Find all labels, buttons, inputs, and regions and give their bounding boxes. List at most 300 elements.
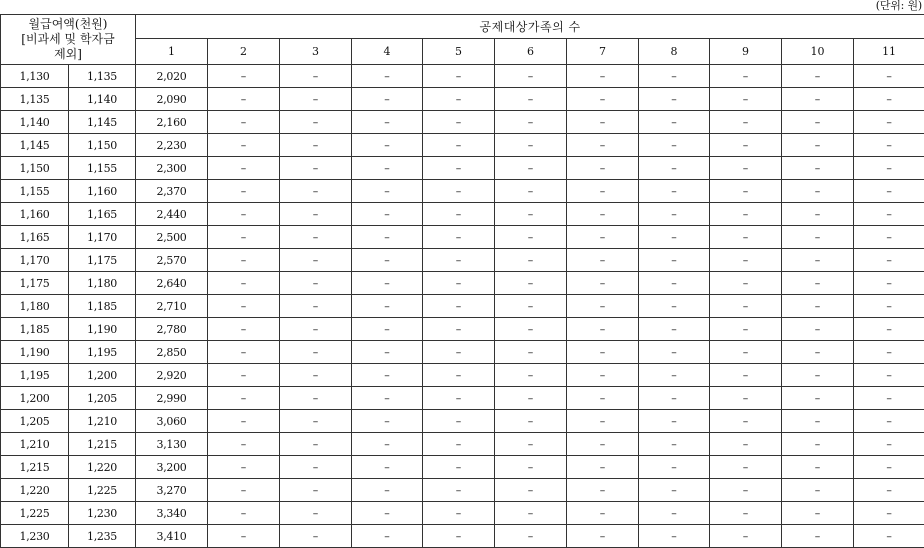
table-row xyxy=(1,272,924,295)
family-count-header: 공제대상가족의 수 xyxy=(136,15,924,39)
tax-amount-cell: 2,710 xyxy=(136,295,208,318)
tax-amount-cell: – xyxy=(280,226,352,249)
tax-amount-cell: 3,200 xyxy=(136,456,208,479)
tax-amount-cell: – xyxy=(208,180,280,203)
tax-amount-cell: – xyxy=(423,295,495,318)
tax-amount-cell: – xyxy=(782,272,854,295)
tax-amount-cell: – xyxy=(854,88,924,111)
tax-amount-cell: – xyxy=(280,318,352,341)
tax-amount-cell: – xyxy=(423,134,495,157)
tax-amount-cell: – xyxy=(639,456,710,479)
tax-amount-cell: – xyxy=(854,341,924,364)
tax-amount-cell: – xyxy=(710,433,782,456)
tax-amount-cell: – xyxy=(423,157,495,180)
tax-amount-cell: – xyxy=(208,272,280,295)
tax-amount-cell: – xyxy=(280,249,352,272)
family-count-column-header: 10 xyxy=(782,39,854,65)
tax-amount-cell: – xyxy=(352,433,423,456)
tax-amount-cell: – xyxy=(567,180,639,203)
tax-amount-cell: – xyxy=(495,364,567,387)
tax-amount-cell: – xyxy=(854,318,924,341)
tax-amount-cell: – xyxy=(208,65,280,88)
tax-amount-cell: – xyxy=(208,525,280,548)
tax-amount-cell: – xyxy=(352,410,423,433)
tax-amount-cell: – xyxy=(639,88,710,111)
tax-amount-cell: – xyxy=(208,249,280,272)
family-count-columns xyxy=(1,39,924,65)
tax-amount-cell: – xyxy=(208,502,280,525)
tax-amount-cell: – xyxy=(639,226,710,249)
table-row xyxy=(1,364,924,387)
salary-to-cell: 1,145 xyxy=(69,111,136,134)
tax-amount-cell: – xyxy=(352,502,423,525)
tax-amount-cell: – xyxy=(208,295,280,318)
tax-amount-cell: – xyxy=(854,249,924,272)
tax-amount-cell: 2,500 xyxy=(136,226,208,249)
tax-amount-cell: – xyxy=(208,387,280,410)
tax-amount-cell: – xyxy=(280,111,352,134)
salary-from-cell: 1,225 xyxy=(1,502,69,525)
tax-amount-cell: – xyxy=(495,180,567,203)
tax-amount-cell: – xyxy=(639,180,710,203)
tax-amount-cell: – xyxy=(710,410,782,433)
tax-amount-cell: 2,230 xyxy=(136,134,208,157)
salary-range-subtitle-cont: 제외] xyxy=(1,47,135,62)
tax-amount-cell: – xyxy=(854,272,924,295)
tax-amount-cell: – xyxy=(567,88,639,111)
tax-amount-cell: – xyxy=(495,525,567,548)
salary-from-cell: 1,160 xyxy=(1,203,69,226)
tax-amount-cell: – xyxy=(567,111,639,134)
tax-amount-cell: – xyxy=(495,410,567,433)
tax-amount-cell: – xyxy=(710,134,782,157)
tax-amount-cell: – xyxy=(208,88,280,111)
tax-amount-cell: – xyxy=(782,479,854,502)
tax-amount-cell: – xyxy=(854,226,924,249)
tax-amount-cell: – xyxy=(495,479,567,502)
tax-amount-cell: – xyxy=(710,226,782,249)
tax-amount-cell: – xyxy=(280,157,352,180)
tax-amount-cell: 2,160 xyxy=(136,111,208,134)
tax-amount-cell: – xyxy=(854,295,924,318)
tax-amount-cell: – xyxy=(280,88,352,111)
family-count-column-header: 3 xyxy=(280,39,352,65)
salary-to-cell: 1,205 xyxy=(69,387,136,410)
salary-from-cell: 1,175 xyxy=(1,272,69,295)
tax-amount-cell: – xyxy=(782,157,854,180)
tax-amount-cell: 3,270 xyxy=(136,479,208,502)
table-row xyxy=(1,111,924,134)
tax-amount-cell: – xyxy=(639,502,710,525)
salary-range-title: 월급여액(천원) xyxy=(1,17,135,32)
tax-amount-cell: – xyxy=(782,295,854,318)
tax-amount-cell: – xyxy=(854,203,924,226)
tax-amount-cell: – xyxy=(352,180,423,203)
tax-amount-cell: – xyxy=(423,456,495,479)
salary-from-cell: 1,230 xyxy=(1,525,69,548)
table-row xyxy=(1,157,924,180)
tax-amount-cell: 3,340 xyxy=(136,502,208,525)
tax-amount-cell: 3,410 xyxy=(136,525,208,548)
tax-amount-cell: – xyxy=(710,364,782,387)
salary-from-cell: 1,145 xyxy=(1,134,69,157)
salary-from-cell: 1,220 xyxy=(1,479,69,502)
tax-amount-cell: – xyxy=(782,134,854,157)
tax-amount-cell: – xyxy=(710,502,782,525)
tax-amount-cell: – xyxy=(639,387,710,410)
tax-amount-cell: – xyxy=(567,433,639,456)
tax-amount-cell: – xyxy=(352,226,423,249)
tax-amount-cell: – xyxy=(782,456,854,479)
family-count-column-header: 2 xyxy=(208,39,280,65)
salary-range-subtitle: [비과세 및 학자금 xyxy=(1,32,135,47)
withholding-tax-table xyxy=(0,14,924,548)
tax-amount-cell: – xyxy=(782,525,854,548)
tax-amount-cell: 3,130 xyxy=(136,433,208,456)
tax-amount-cell: – xyxy=(352,318,423,341)
tax-amount-cell: – xyxy=(352,456,423,479)
tax-amount-cell: – xyxy=(710,525,782,548)
tax-amount-cell: – xyxy=(567,65,639,88)
tax-amount-cell: – xyxy=(854,456,924,479)
tax-amount-cell: – xyxy=(710,272,782,295)
tax-amount-cell: – xyxy=(280,341,352,364)
salary-to-cell: 1,225 xyxy=(69,479,136,502)
table-row xyxy=(1,341,924,364)
tax-amount-cell: – xyxy=(710,203,782,226)
tax-amount-cell: – xyxy=(280,65,352,88)
tax-amount-cell: – xyxy=(782,65,854,88)
salary-from-cell: 1,215 xyxy=(1,456,69,479)
tax-amount-cell: – xyxy=(782,410,854,433)
tax-amount-cell: – xyxy=(567,203,639,226)
table-row xyxy=(1,65,924,88)
tax-amount-cell: – xyxy=(208,318,280,341)
tax-amount-cell: – xyxy=(854,525,924,548)
salary-from-cell: 1,155 xyxy=(1,180,69,203)
tax-amount-cell: – xyxy=(208,433,280,456)
tax-amount-cell: – xyxy=(495,157,567,180)
table-row xyxy=(1,502,924,525)
salary-to-cell: 1,220 xyxy=(69,456,136,479)
tax-amount-cell: – xyxy=(782,387,854,410)
salary-from-cell: 1,135 xyxy=(1,88,69,111)
tax-amount-cell: – xyxy=(567,226,639,249)
tax-amount-cell: – xyxy=(710,387,782,410)
tax-amount-cell: – xyxy=(639,134,710,157)
table-row xyxy=(1,249,924,272)
tax-amount-cell: – xyxy=(567,456,639,479)
tax-amount-cell: – xyxy=(352,479,423,502)
tax-amount-cell: – xyxy=(352,249,423,272)
tax-amount-cell: – xyxy=(854,364,924,387)
tax-amount-cell: – xyxy=(782,318,854,341)
tax-amount-cell: – xyxy=(639,295,710,318)
tax-amount-cell: 2,920 xyxy=(136,364,208,387)
tax-amount-cell: – xyxy=(710,157,782,180)
tax-amount-cell: – xyxy=(854,180,924,203)
tax-amount-cell: 2,990 xyxy=(136,387,208,410)
tax-amount-cell: – xyxy=(710,111,782,134)
tax-amount-cell: – xyxy=(495,318,567,341)
tax-amount-cell: – xyxy=(352,295,423,318)
tax-amount-cell: – xyxy=(639,203,710,226)
tax-amount-cell: – xyxy=(352,157,423,180)
tax-amount-cell: 2,090 xyxy=(136,88,208,111)
tax-amount-cell: 2,440 xyxy=(136,203,208,226)
tax-amount-cell: – xyxy=(567,479,639,502)
tax-amount-cell: – xyxy=(208,226,280,249)
tax-amount-cell: – xyxy=(208,203,280,226)
tax-amount-cell: – xyxy=(710,295,782,318)
tax-amount-cell: – xyxy=(567,134,639,157)
tax-amount-cell: – xyxy=(352,525,423,548)
tax-amount-cell: – xyxy=(352,341,423,364)
family-count-column-header: 5 xyxy=(423,39,495,65)
tax-amount-cell: – xyxy=(854,479,924,502)
tax-amount-cell: – xyxy=(280,203,352,226)
salary-to-cell: 1,235 xyxy=(69,525,136,548)
table-row xyxy=(1,295,924,318)
tax-amount-cell: – xyxy=(567,410,639,433)
family-count-column-header: 11 xyxy=(854,39,924,65)
salary-range-header xyxy=(1,15,136,65)
tax-amount-cell: – xyxy=(208,456,280,479)
tax-amount-cell: – xyxy=(495,134,567,157)
tax-amount-cell: – xyxy=(782,364,854,387)
tax-amount-cell: – xyxy=(423,318,495,341)
family-count-column-header: 1 xyxy=(136,39,208,65)
tax-amount-cell: – xyxy=(423,226,495,249)
family-count-column-header: 7 xyxy=(567,39,639,65)
salary-from-cell: 1,165 xyxy=(1,226,69,249)
table-row xyxy=(1,525,924,548)
unit-note: (단위: 원) xyxy=(876,0,922,12)
salary-to-cell: 1,150 xyxy=(69,134,136,157)
tax-amount-cell: – xyxy=(352,364,423,387)
tax-amount-cell: – xyxy=(567,364,639,387)
salary-to-cell: 1,135 xyxy=(69,65,136,88)
tax-amount-cell: – xyxy=(854,134,924,157)
tax-amount-cell: 2,850 xyxy=(136,341,208,364)
salary-to-cell: 1,160 xyxy=(69,180,136,203)
tax-amount-cell: – xyxy=(208,134,280,157)
tax-amount-cell: – xyxy=(782,226,854,249)
tax-amount-cell: – xyxy=(423,65,495,88)
tax-amount-cell: – xyxy=(280,479,352,502)
tax-amount-cell: – xyxy=(280,364,352,387)
tax-amount-cell: – xyxy=(710,249,782,272)
tax-amount-cell: – xyxy=(352,111,423,134)
tax-amount-cell: – xyxy=(710,65,782,88)
table-row xyxy=(1,433,924,456)
tax-amount-cell: 2,300 xyxy=(136,157,208,180)
tax-amount-cell: – xyxy=(423,203,495,226)
tax-amount-cell: – xyxy=(854,410,924,433)
tax-amount-cell: – xyxy=(567,295,639,318)
tax-amount-cell: – xyxy=(495,203,567,226)
tax-amount-cell: – xyxy=(495,226,567,249)
tax-amount-cell: – xyxy=(423,525,495,548)
family-count-column-header: 6 xyxy=(495,39,567,65)
tax-amount-cell: – xyxy=(782,341,854,364)
tax-amount-cell: – xyxy=(208,410,280,433)
tax-amount-cell: – xyxy=(782,203,854,226)
tax-amount-cell: – xyxy=(639,249,710,272)
tax-amount-cell: – xyxy=(710,318,782,341)
tax-amount-cell: 2,640 xyxy=(136,272,208,295)
tax-amount-cell: – xyxy=(495,88,567,111)
tax-amount-cell: – xyxy=(782,433,854,456)
tax-amount-cell: – xyxy=(280,295,352,318)
tax-amount-cell: – xyxy=(352,88,423,111)
tax-amount-cell: – xyxy=(208,341,280,364)
table-body xyxy=(1,65,924,548)
tax-amount-cell: – xyxy=(423,410,495,433)
salary-from-cell: 1,210 xyxy=(1,433,69,456)
tax-amount-cell: – xyxy=(854,157,924,180)
tax-amount-cell: – xyxy=(495,249,567,272)
salary-to-cell: 1,200 xyxy=(69,364,136,387)
tax-amount-cell: – xyxy=(352,387,423,410)
tax-amount-cell: – xyxy=(639,525,710,548)
tax-amount-cell: – xyxy=(854,433,924,456)
tax-amount-cell: – xyxy=(567,157,639,180)
tax-amount-cell: – xyxy=(567,318,639,341)
tax-amount-cell: 2,570 xyxy=(136,249,208,272)
tax-amount-cell: – xyxy=(423,272,495,295)
tax-amount-cell: – xyxy=(280,525,352,548)
table-row xyxy=(1,226,924,249)
tax-amount-cell: – xyxy=(423,364,495,387)
tax-amount-cell: – xyxy=(280,272,352,295)
salary-to-cell: 1,185 xyxy=(69,295,136,318)
table-row xyxy=(1,479,924,502)
salary-from-cell: 1,190 xyxy=(1,341,69,364)
tax-amount-cell: – xyxy=(208,364,280,387)
tax-amount-cell: – xyxy=(710,456,782,479)
tax-amount-cell: – xyxy=(352,65,423,88)
tax-amount-cell: – xyxy=(567,272,639,295)
tax-amount-cell: – xyxy=(782,249,854,272)
family-count-column-header: 9 xyxy=(710,39,782,65)
tax-amount-cell: – xyxy=(280,134,352,157)
tax-amount-cell: – xyxy=(423,180,495,203)
tax-amount-cell: – xyxy=(208,479,280,502)
tax-amount-cell: – xyxy=(782,502,854,525)
tax-amount-cell: – xyxy=(567,502,639,525)
salary-to-cell: 1,195 xyxy=(69,341,136,364)
tax-amount-cell: – xyxy=(495,111,567,134)
table-row xyxy=(1,88,924,111)
tax-amount-cell: – xyxy=(782,111,854,134)
tax-amount-cell: 2,370 xyxy=(136,180,208,203)
tax-amount-cell: – xyxy=(567,249,639,272)
salary-from-cell: 1,200 xyxy=(1,387,69,410)
tax-amount-cell: – xyxy=(423,387,495,410)
tax-amount-cell: – xyxy=(352,272,423,295)
tax-amount-cell: – xyxy=(567,387,639,410)
tax-amount-cell: – xyxy=(639,111,710,134)
tax-amount-cell: – xyxy=(639,318,710,341)
tax-amount-cell: – xyxy=(854,111,924,134)
table-row xyxy=(1,318,924,341)
tax-amount-cell: – xyxy=(782,180,854,203)
tax-amount-cell: – xyxy=(854,65,924,88)
tax-amount-cell: – xyxy=(639,364,710,387)
tax-amount-cell: – xyxy=(639,410,710,433)
family-count-column-header: 8 xyxy=(639,39,710,65)
tax-amount-cell: – xyxy=(710,341,782,364)
salary-from-cell: 1,130 xyxy=(1,65,69,88)
table-row xyxy=(1,456,924,479)
tax-amount-cell: – xyxy=(639,272,710,295)
salary-from-cell: 1,170 xyxy=(1,249,69,272)
salary-to-cell: 1,170 xyxy=(69,226,136,249)
table-row xyxy=(1,134,924,157)
salary-from-cell: 1,195 xyxy=(1,364,69,387)
table-row xyxy=(1,180,924,203)
tax-amount-cell: – xyxy=(495,456,567,479)
tax-amount-cell: – xyxy=(495,65,567,88)
salary-to-cell: 1,140 xyxy=(69,88,136,111)
salary-to-cell: 1,180 xyxy=(69,272,136,295)
tax-amount-cell: – xyxy=(495,502,567,525)
table-header xyxy=(1,15,924,65)
tax-amount-cell: – xyxy=(567,341,639,364)
tax-amount-cell: – xyxy=(423,88,495,111)
tax-amount-cell: – xyxy=(495,272,567,295)
family-count-column-header: 4 xyxy=(352,39,423,65)
tax-amount-cell: – xyxy=(639,341,710,364)
tax-amount-cell: – xyxy=(280,387,352,410)
tax-amount-cell: – xyxy=(567,525,639,548)
tax-amount-cell: – xyxy=(280,456,352,479)
tax-amount-cell: – xyxy=(495,387,567,410)
tax-amount-cell: – xyxy=(423,341,495,364)
salary-from-cell: 1,205 xyxy=(1,410,69,433)
salary-to-cell: 1,230 xyxy=(69,502,136,525)
table-row xyxy=(1,387,924,410)
tax-amount-cell: – xyxy=(352,134,423,157)
tax-amount-cell: – xyxy=(495,295,567,318)
tax-amount-cell: – xyxy=(208,111,280,134)
tax-amount-cell: 3,060 xyxy=(136,410,208,433)
tax-amount-cell: – xyxy=(639,157,710,180)
salary-to-cell: 1,165 xyxy=(69,203,136,226)
tax-amount-cell: – xyxy=(782,88,854,111)
tax-amount-cell: – xyxy=(423,502,495,525)
salary-from-cell: 1,140 xyxy=(1,111,69,134)
tax-amount-cell: – xyxy=(280,410,352,433)
tax-amount-cell: – xyxy=(423,111,495,134)
tax-amount-cell: – xyxy=(352,203,423,226)
tax-amount-cell: – xyxy=(639,433,710,456)
tax-amount-cell: – xyxy=(854,502,924,525)
tax-amount-cell: – xyxy=(423,433,495,456)
tax-amount-cell: – xyxy=(423,249,495,272)
tax-amount-cell: – xyxy=(710,479,782,502)
salary-to-cell: 1,155 xyxy=(69,157,136,180)
tax-amount-cell: – xyxy=(280,433,352,456)
salary-to-cell: 1,215 xyxy=(69,433,136,456)
tax-amount-cell: – xyxy=(854,387,924,410)
tax-amount-cell: – xyxy=(639,65,710,88)
salary-to-cell: 1,175 xyxy=(69,249,136,272)
tax-amount-cell: – xyxy=(280,502,352,525)
salary-to-cell: 1,190 xyxy=(69,318,136,341)
tax-amount-cell: – xyxy=(423,479,495,502)
